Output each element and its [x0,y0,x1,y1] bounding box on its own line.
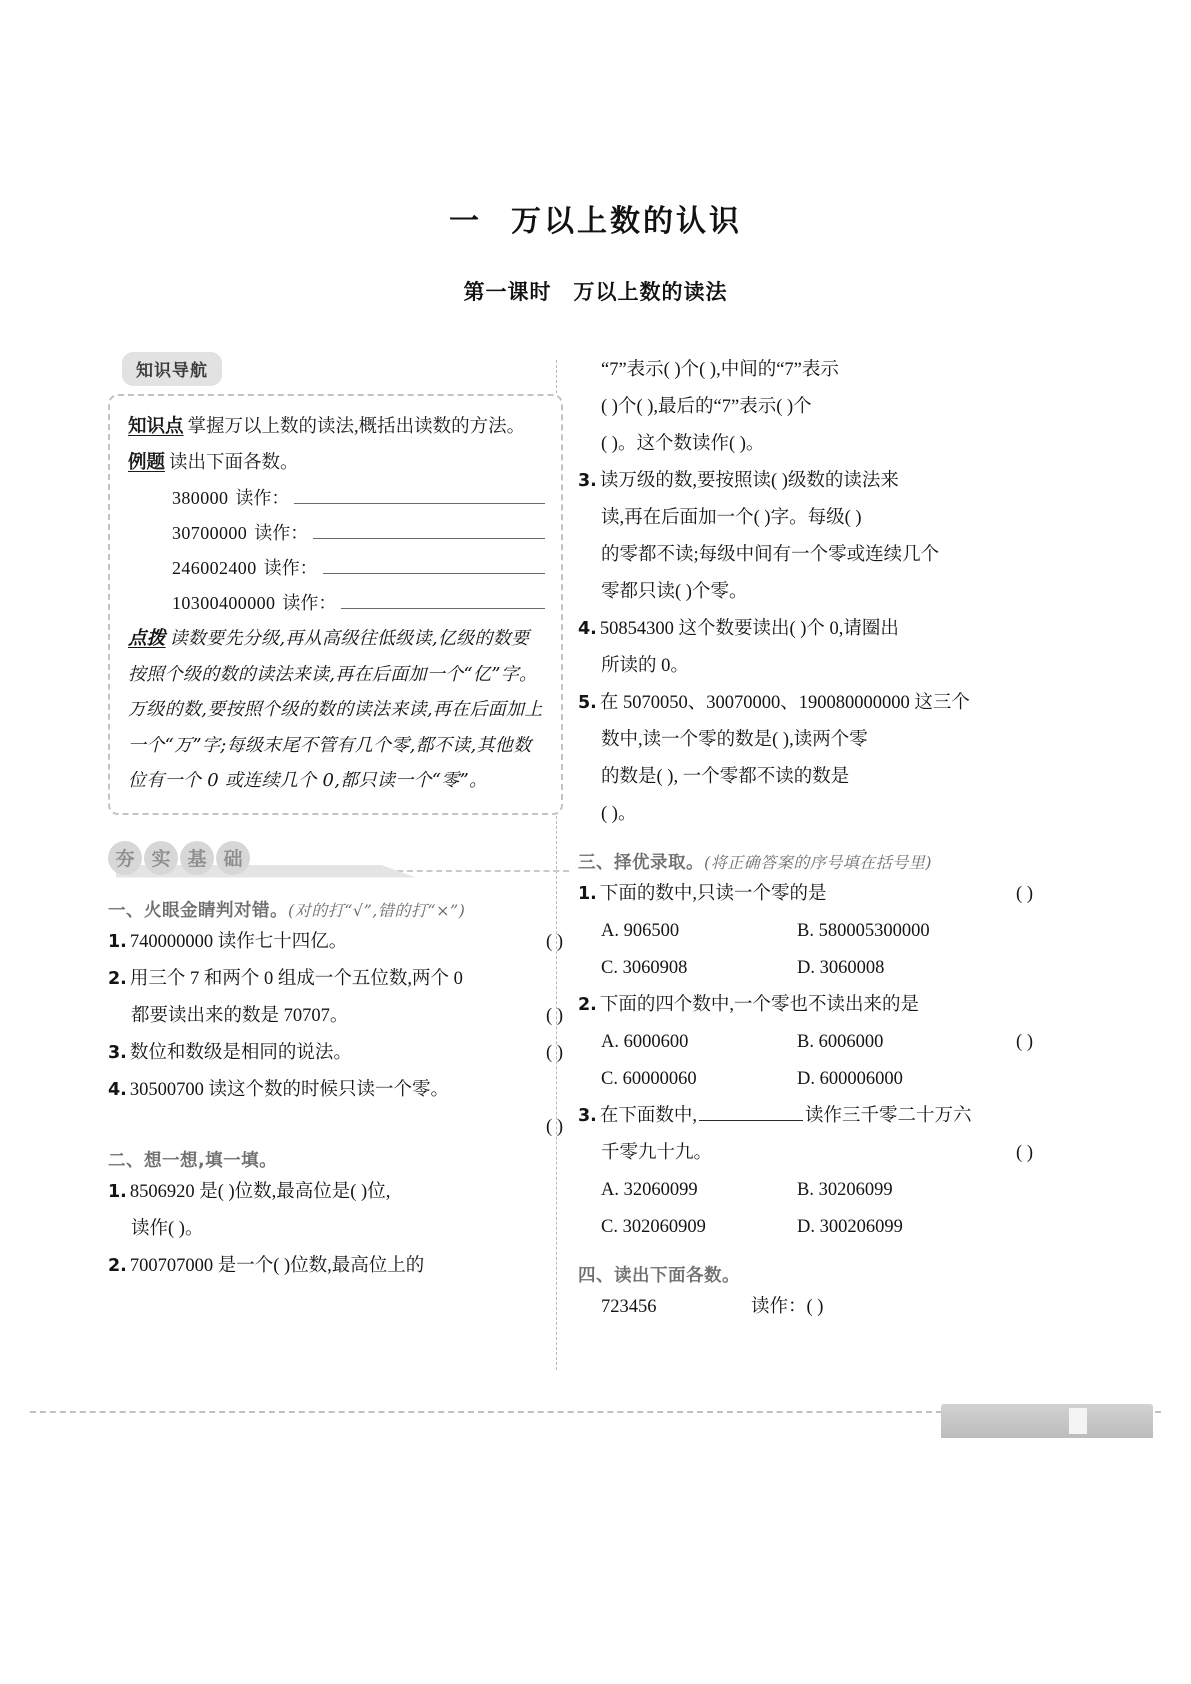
question-number: 4. [578,619,597,639]
section-heading-4 [578,1262,1033,1287]
foundation-badge-char: 实 [144,841,178,875]
knowledge-box [108,394,563,815]
answer-bracket[interactable]: ( ) [546,931,563,952]
footer-page-tab [941,1404,1153,1438]
question-stem-post: 读作三千零二十万六 [804,1106,972,1126]
question-item [578,876,1033,913]
question-continuation[interactable]: 数中,读一个零的数是( ),读两个零 [601,730,868,750]
section-heading-3-text: 三、择优录取。 [578,853,704,873]
lesson-title-text: 万以上数的读法 [573,280,728,304]
right-column [578,352,1033,1326]
question-text [130,1035,563,1072]
question-continuation[interactable]: ( )。这个数读作( )。 [601,434,765,454]
question-continuation[interactable]: 的数是( ), 一个零都不读的数是 [601,767,850,787]
question-continuation [578,1135,1033,1172]
foundation-badge-char: 基 [180,841,214,875]
chapter-title [0,196,1191,240]
question-text: 在 5070050、30070000、190080000000 这三个 [599,693,970,713]
example-tag: 例题 [128,452,166,473]
example-number: 246002400 [172,558,257,578]
fill-blank[interactable] [699,1105,803,1121]
example-label: 读作： [235,488,290,508]
question-continuation[interactable]: ( )。 [601,804,637,824]
question-item [578,1098,1033,1135]
question-stem: 30500700 读这个数的时候只读一个零。 [129,1079,449,1100]
question-item [578,685,1033,722]
question-stem: 740000000 读作七十四亿。 [129,931,348,952]
section-heading-2 [108,1147,563,1172]
answer-bracket[interactable]: ( ) [1016,1032,1033,1052]
question-item [108,1174,563,1211]
option-row [578,1209,1033,1246]
question-item [108,1035,563,1072]
question-number: 3. [578,471,597,491]
answer-bracket[interactable]: ( ) [546,1116,563,1137]
example-number: 380000 [172,488,229,508]
option-d[interactable]: D. 300206099 [797,1217,903,1237]
question-stem: 用三个 7 和两个 0 组成一个五位数,两个 0 [129,968,463,989]
question-text [600,876,1033,913]
section-heading-4-text: 四、读出下面各数。 [578,1266,740,1286]
foundation-badge-char: 础 [216,841,250,875]
example-row [128,551,545,586]
answer-bracket[interactable]: ( ) [546,1005,563,1026]
question-number: 2. [578,995,597,1015]
option-c[interactable]: C. 60000060 [601,1069,697,1089]
lesson-title [0,276,1191,306]
question-item [578,611,1033,648]
question-text[interactable]: 50854300 这个数要读出( )个 0,请圈出 [599,619,899,639]
example-row [128,586,545,621]
section-heading-1 [108,897,563,922]
question-continuation: 所读的 0。 [601,656,689,676]
example-heading [128,445,545,481]
knowledge-point-text: 掌握万以上数的读法,概括出读数的方法。 [187,417,526,437]
question-item [578,987,1033,1024]
option-b[interactable]: B. 6006000 [797,1032,884,1052]
foundation-badge-char: 夯 [108,841,142,875]
question-number: 3. [578,1106,597,1126]
read-number-answer[interactable]: 读作：( ) [751,1297,824,1317]
hint-paragraph [128,621,545,799]
hint-tag: 点拨 [128,628,166,649]
question-text[interactable]: 读万级的数,要按照读( )级数的读法来 [599,471,899,491]
option-d[interactable]: D. 600006000 [797,1069,903,1089]
question-item [108,1248,563,1285]
option-c[interactable]: C. 3060908 [601,958,688,978]
answer-blank[interactable] [313,521,545,539]
question-number: 4. [108,1079,127,1100]
answer-bracket[interactable]: ( ) [1016,884,1033,904]
question-item [108,961,563,998]
question-number: 1. [108,1181,127,1202]
section-heading-3-note: (将正确答案的序号填在括号里) [704,853,932,872]
question-text [130,961,563,998]
question-stem-pre: 在下面数中, [599,1106,697,1126]
foundation-section-header [108,841,563,881]
answer-blank[interactable] [341,591,545,609]
chapter-title-text: 万以上数的认识 [511,204,742,239]
section-heading-2-text: 二、想一想,填一填。 [108,1150,278,1171]
option-a[interactable]: A. 906500 [601,921,680,941]
question-text: 下面的四个数中,一个零也不读出来的是 [599,995,919,1015]
read-number-value: 723456 [601,1297,657,1317]
left-column [108,352,563,1285]
question-stem: 下面的数中,只读一个零的是 [599,884,827,904]
question-continuation[interactable]: 的零都不读;每级中间有一个零或连续几个 [601,545,940,565]
lesson-number: 第一课时 [463,280,552,304]
section-heading-1-note: (对的打“√”,错的打“×”) [288,900,466,920]
option-row [578,1172,1033,1209]
option-row [578,1024,1016,1061]
question-number: 3. [108,1042,127,1063]
example-label: 读作： [254,523,309,543]
question-stem-line2: 千零九十九。 [601,1143,713,1163]
question-continuation[interactable]: 读作( )。 [131,1218,204,1239]
example-text: 读出下面各数。 [169,453,299,473]
question-text [600,1098,1033,1135]
answer-bracket[interactable]: ( ) [546,1042,563,1063]
question-text [130,924,563,961]
question-stem: 数位和数级是相同的说法。 [129,1042,352,1063]
question-number: 1. [108,931,127,952]
example-number: 10300400000 [172,593,276,613]
hint-text: 读数要先分级,再从高级往低级读,亿级的数要按照个级的数的读法来读,再在后面加一个“亿”字。万级的数,要按照个级的数的读法来读,再在后面加上一个“万”字;每级末尾不管有几个零,都不读,其他数位有一个 0 或连续几个 0,都只读一个“零”。 [128,628,543,791]
example-row [128,516,545,551]
question-continuation[interactable]: “7”表示( )个( ),中间的“7”表示 [601,360,839,380]
option-row [578,950,1033,987]
read-number-row [578,1289,1033,1326]
question-text [130,1072,563,1109]
question-item [578,463,1033,500]
question-number: 2. [108,1255,127,1276]
question-continuation[interactable]: 读,再在后面加一个( )字。每级( ) [601,508,862,528]
knowledge-nav-badge: 知识导航 [122,352,222,386]
example-number: 30700000 [172,523,248,543]
question-item [108,1072,563,1109]
option-c[interactable]: C. 302060909 [601,1217,706,1237]
chapter-number: 一 [449,204,485,239]
question-stem-line2: 都要读出来的数是 70707。 [131,1005,349,1026]
option-b[interactable]: B. 580005300000 [797,921,930,941]
question-number: 1. [578,884,597,904]
option-b[interactable]: B. 30206099 [797,1180,893,1200]
question-continuation [108,998,563,1035]
option-row [578,913,1033,950]
knowledge-point [128,409,545,445]
option-a[interactable]: A. 32060099 [601,1180,698,1200]
question-item [108,924,563,961]
option-d[interactable]: D. 3060008 [797,958,885,978]
option-a[interactable]: A. 6000600 [601,1032,689,1052]
example-row [128,481,545,516]
example-label: 读作： [263,558,318,578]
question-continuation[interactable]: 零都只读( )个零。 [601,582,748,602]
answer-blank[interactable] [323,556,545,574]
question-number: 5. [578,693,597,713]
option-row [578,1061,1033,1098]
section-heading-3 [578,849,1033,874]
answer-bracket[interactable]: ( ) [1016,1143,1033,1163]
question-text[interactable]: 700707000 是一个( )位数,最高位上的 [129,1255,425,1276]
answer-blank[interactable] [294,486,545,504]
question-text[interactable]: 8506920 是( )位数,最高位是( )位, [129,1181,391,1202]
knowledge-point-tag: 知识点 [128,416,184,437]
question-continuation[interactable]: ( )个( ),最后的“7”表示( )个 [601,397,812,417]
example-label: 读作： [282,593,337,613]
foundation-badge [108,841,563,875]
section-heading-1-text: 一、火眼金睛判对错。 [108,900,288,921]
question-number: 2. [108,968,127,989]
